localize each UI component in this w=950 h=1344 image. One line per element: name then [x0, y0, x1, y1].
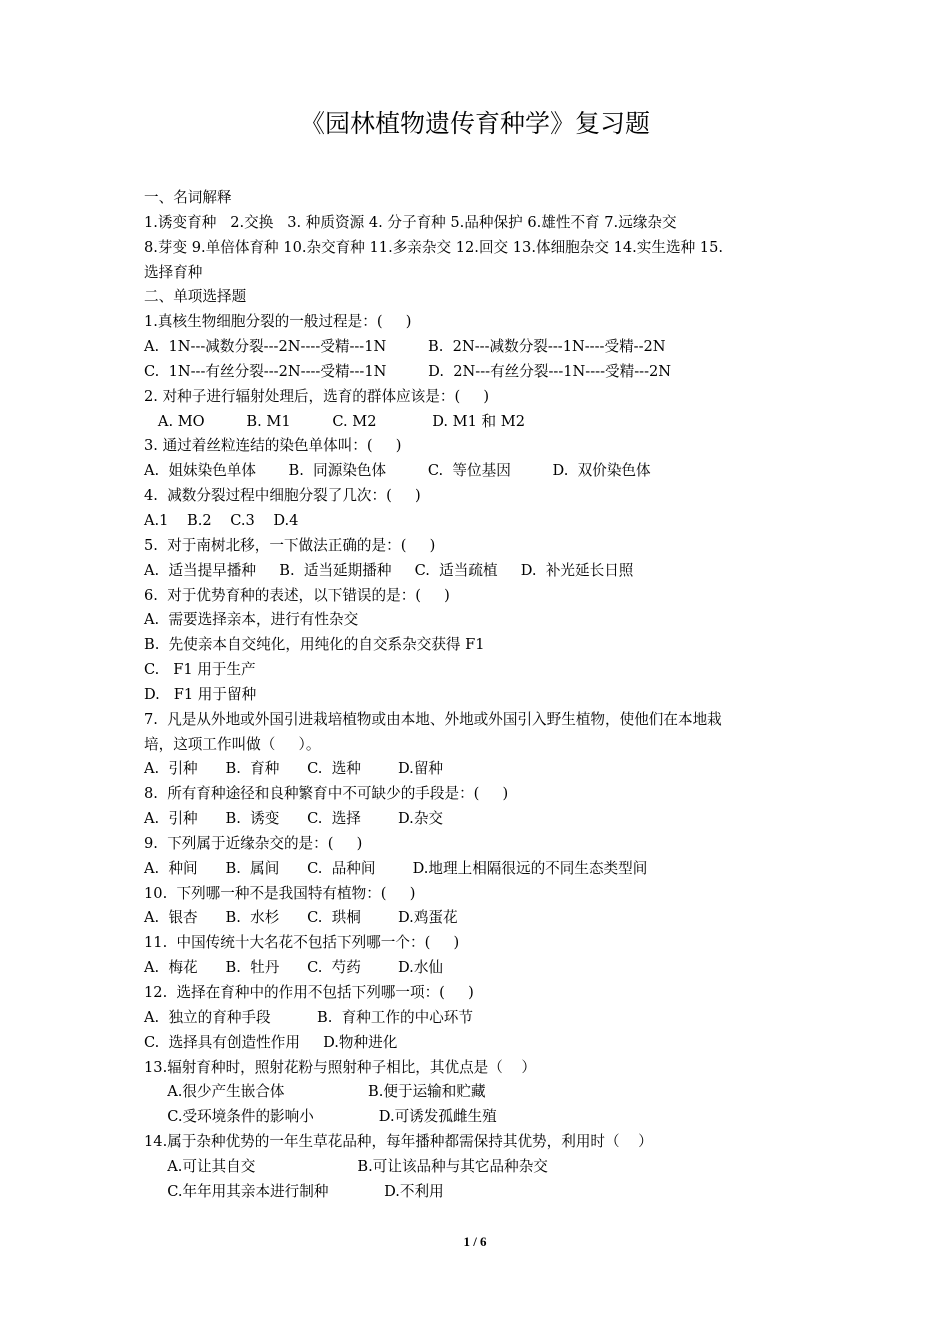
question-options: A. 种间 B. 属间 C. 品种间 D.地理上相隔很远的不同生态类型间 — [144, 859, 648, 877]
question-2: 2. 对种子进行辐射处理后，选育的群体应该是：( ) — [144, 387, 490, 405]
question-option: B. 先使亲本自交纯化，用纯化的自交系杂交获得 F1 — [144, 636, 485, 654]
question-options: A. 梅花 B. 牡丹 C. 芍药 D.水仙 — [144, 959, 444, 977]
question-3: 3. 通过着丝粒连结的染色单体叫：( ) — [144, 437, 402, 455]
question-options: A. 适当提早播种 B. 适当延期播种 C. 适当疏植 D. 补光延长日照 — [144, 561, 634, 579]
question-options: A. 姐妹染色单体 B. 同源染色体 C. 等位基因 D. 双价染色体 — [144, 462, 651, 480]
question-options: A. 1N---减数分裂---2N----受精---1N B. 2N---减数分裂---1N----受精--2N — [144, 338, 666, 356]
question-11: 11. 中国传统十大名花不包括下列哪一个：( ) — [144, 934, 460, 952]
text-line: 8.芽变 9.单倍体育种 10.杂交育种 11.多亲杂交 12.回交 13.体细胞杂交 14.实生选种 15. — [144, 238, 724, 256]
question-options: C.年年用其亲本进行制种 D.不利用 — [144, 1182, 444, 1200]
question-options: A. 引种 B. 诱变 C. 选择 D.杂交 — [144, 810, 444, 828]
question-options: A.可让其自交 B.可让该品种与其它品种杂交 — [144, 1157, 548, 1175]
question-6: 6. 对于优势育种的表述，以下错误的是：( ) — [144, 586, 450, 604]
question-4: 4. 减数分裂过程中细胞分裂了几次：( ) — [144, 487, 421, 505]
question-options: C. 选择具有创造性作用 D.物种进化 — [144, 1033, 398, 1051]
question-8: 8. 所有育种途径和良种繁育中不可缺少的手段是：( ) — [144, 785, 509, 803]
question-options: A.很少产生嵌合体 B.便于运输和贮藏 — [144, 1083, 486, 1101]
question-options: A. 引种 B. 育种 C. 选种 D.留种 — [144, 760, 444, 778]
question-13: 13.辐射育种时，照射花粉与照射种子相比，其优点是（ ） — [144, 1058, 537, 1076]
question-1: 1.真核生物细胞分裂的一般过程是：( ) — [144, 313, 412, 331]
question-7: 7. 凡是从外地或外国引进栽培植物或由本地、外地或外国引入野生植物，使他们在本地栽 — [144, 710, 722, 728]
question-14: 14.属于杂种优势的一年生草花品种，每年播种都需保持其优势，利用时（ ） — [144, 1133, 653, 1151]
question-options: A. MO B. M1 C. M2 D. M1 和 M2 — [144, 412, 525, 430]
question-9: 9. 下列属于近缘杂交的是：( ) — [144, 834, 363, 852]
question-options: A. 银杏 B. 水杉 C. 珙桐 D.鸡蛋花 — [144, 909, 458, 927]
text-line: 1.诱变育种 2.交换 3. 种质资源 4. 分子育种 5.品种保护 6.雄性不育 7.远缘杂交 — [144, 213, 677, 231]
question-10: 10. 下列哪一种不是我国特有植物：( ) — [144, 884, 416, 902]
question-12: 12. 选择在育种中的作用不包括下列哪一项：( ) — [144, 984, 474, 1001]
question-option: C. F1 用于生产 — [144, 661, 256, 679]
question-options: C.受环境条件的影响小 D.可诱发孤雌生殖 — [144, 1108, 497, 1126]
document-body — [144, 186, 816, 1205]
question-option: D. F1 用于留种 — [144, 685, 257, 703]
question-7-continued: 培，这项工作叫做（ ）。 — [144, 735, 321, 753]
page-number: 1 / 6 — [463, 1234, 487, 1249]
question-5: 5. 对于南树北移，一下做法正确的是：( ) — [144, 536, 436, 554]
question-options: A. 独立的育种手段 B. 育种工作的中心环节 — [144, 1008, 473, 1026]
document-title: 《园林植物遗传育种学》复习题 — [299, 109, 650, 138]
section-heading-choice: 二、单项选择题 — [144, 288, 247, 306]
question-options: A.1 B.2 C.3 D.4 — [144, 511, 299, 529]
text-line: 选择育种 — [144, 263, 203, 281]
section-heading-terms: 一、名词解释 — [144, 189, 232, 206]
question-options: C. 1N---有丝分裂---2N----受精---1N D. 2N---有丝分裂---1N----受精---2N — [144, 362, 672, 380]
question-option: A. 需要选择亲本，进行有性杂交 — [144, 611, 359, 629]
